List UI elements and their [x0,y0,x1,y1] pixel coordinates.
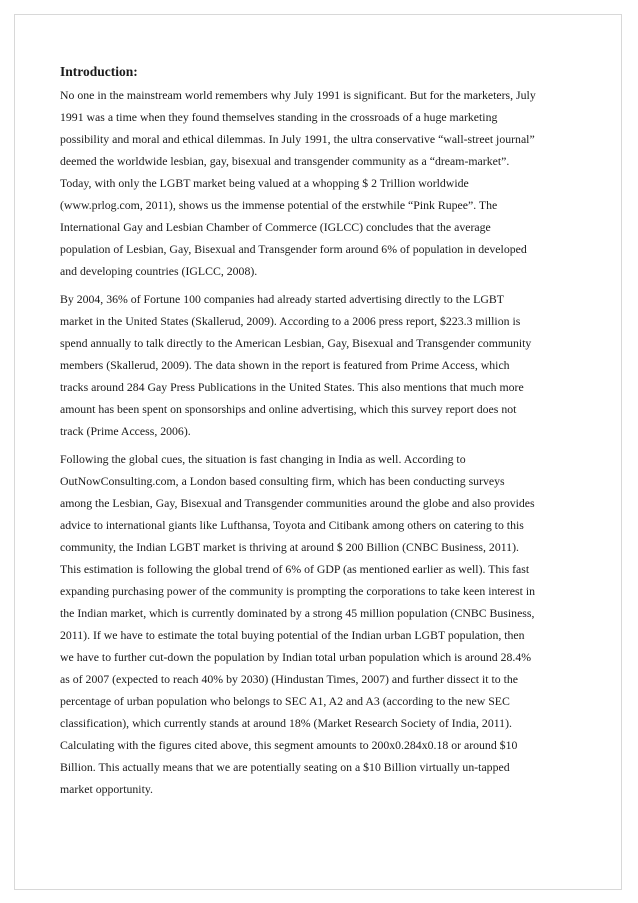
paragraph-line: No one in the mainstream world remembers why July 1991 is significant. But for the marketers, July [60,88,536,102]
paragraph-line: (www.prlog.com, 2011), shows us the immense potential of the erstwhile “Pink Rupee”. The [60,198,498,212]
paragraph [60,84,593,282]
paragraph-line: advice to international giants like Lufthansa, Toyota and Citibank among others on catering to this [60,518,524,532]
paragraph-line: By 2004, 36% of Fortune 100 companies had already started advertising directly to the LGBT [60,292,504,306]
paragraph [60,448,593,800]
paragraph-line: This estimation is following the global trend of 6% of GDP (as mentioned earlier as well). This fast [60,562,530,576]
paragraph-list [60,84,593,800]
paragraph-line: OutNowConsulting.com, a London based consulting firm, which has been conducting surveys [60,474,505,488]
paragraph-line: the Indian market, which is currently dominated by a strong 45 million population (CNBC Business, [60,606,535,620]
paragraph-line: we have to further cut-down the population by Indian total urban population which is around 28.4% [60,650,532,664]
paragraph-line: percentage of urban population who belongs to SEC A1, A2 and A3 (according to the new SEC [60,694,510,708]
paragraph-line: track (Prime Access, 2006). [60,424,191,438]
paragraph-line: as of 2007 (expected to reach 40% by 2030) (Hindustan Times, 2007) and further dissect it to the [60,672,519,686]
paragraph-line: deemed the worldwide lesbian, gay, bisexual and transgender community as a “dream-market”. [60,154,510,168]
paragraph-line: Billion. This actually means that we are potentially seating on a $10 Billion virtually un-tapped [60,760,510,774]
paragraph [60,288,593,442]
paragraph-line: classification), which currently stands at around 18% (Market Research Society of India, 2011). [60,716,512,730]
paragraph-line: tracks around 284 Gay Press Publications in the United States. This also mentions that much more [60,380,524,394]
paragraph-line: Following the global cues, the situation is fast changing in India as well. According to [60,452,466,466]
paragraph-line: community, the Indian LGBT market is thriving at around $ 200 Billion (CNBC Business, 2011). [60,540,519,554]
paragraph-line: members (Skallerud, 2009). The data shown in the report is featured from Prime Access, which [60,358,510,372]
paragraph-line: Calculating with the figures cited above, this segment amounts to 200x0.284x0.18 or around $10 [60,738,518,752]
paragraph-line: International Gay and Lesbian Chamber of Commerce (IGLCC) concludes that the average [60,220,491,234]
paragraph-line: and developing countries (IGLCC, 2008). [60,264,258,278]
section-heading: Introduction: [60,64,138,79]
paragraph-line: spend annually to talk directly to the American Lesbian, Gay, Bisexual and Transgender community [60,336,532,350]
paragraph-line: Today, with only the LGBT market being valued at a whopping $ 2 Trillion worldwide [60,176,469,190]
paragraph-line: market opportunity. [60,782,153,796]
paragraph-line: among the Lesbian, Gay, Bisexual and Transgender communities around the globe and also provides [60,496,535,510]
paragraph-line: possibility and moral and ethical dilemmas. In July 1991, the ultra conservative “wall-street journal” [60,132,535,146]
document-body [60,61,593,806]
paragraph-line: population of Lesbian, Gay, Bisexual and Transgender form around 6% of population in developed [60,242,527,256]
paragraph-line: amount has been spent on sponsorships and online advertising, which this survey report does not [60,402,517,416]
document-page [14,14,622,890]
paragraph-line: 1991 was a time when they found themselves standing in the crossroads of a huge marketing [60,110,498,124]
paragraph-line: 2011). If we have to estimate the total buying potential of the Indian urban LGBT population, then [60,628,525,642]
paragraph-line: market in the United States (Skallerud, 2009). According to a 2006 press report, $223.3 million is [60,314,521,328]
paragraph-line: expanding purchasing power of the community is prompting the corporations to take keen interest in [60,584,536,598]
